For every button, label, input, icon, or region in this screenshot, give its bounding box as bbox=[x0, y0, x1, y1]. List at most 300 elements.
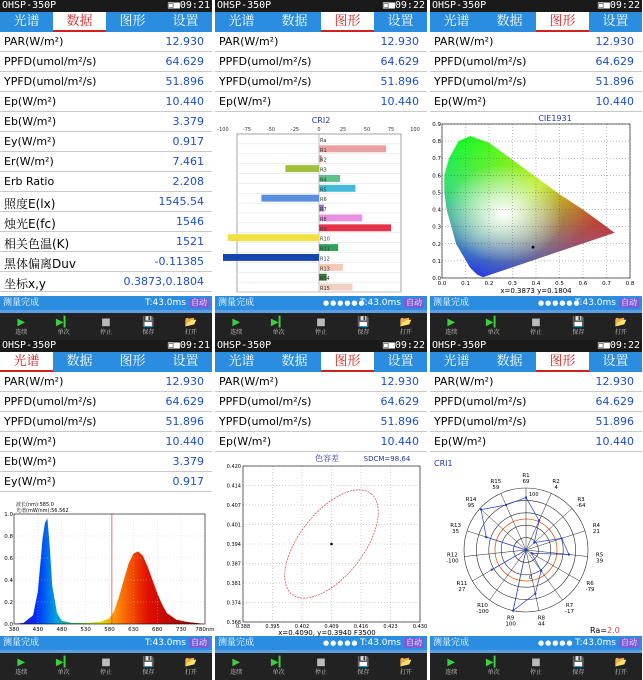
category-label: R10 bbox=[320, 236, 330, 243]
row-label: Ey(W/m²) bbox=[4, 135, 56, 148]
row-value: 51.896 bbox=[380, 415, 419, 428]
tab-3[interactable]: 设置 bbox=[387, 14, 414, 29]
category-label: R6 bbox=[320, 197, 327, 204]
toolbar bbox=[430, 653, 642, 680]
row-label: Eb(W/m²) bbox=[4, 455, 57, 468]
row-value: 10.440 bbox=[380, 435, 419, 448]
row-label: PAR(W/m²) bbox=[434, 35, 494, 48]
toolbar-save-button[interactable] bbox=[557, 313, 599, 340]
toolbar-label: 单次 bbox=[57, 669, 70, 676]
radar-axis-value: 100 bbox=[505, 621, 516, 628]
toolbar-play-button[interactable] bbox=[215, 653, 257, 680]
toolbar-step-button[interactable] bbox=[42, 313, 84, 340]
toolbar-folder-button[interactable] bbox=[600, 313, 642, 340]
title-bar bbox=[430, 0, 642, 12]
tab-2[interactable]: 图形 bbox=[536, 12, 589, 32]
x-tick-label: 0.423 bbox=[383, 624, 398, 630]
radar-axis-value: 4 bbox=[554, 485, 558, 492]
toolbar-label: 保存 bbox=[142, 669, 155, 676]
battery-icon: ▣ bbox=[167, 340, 174, 351]
row-value: 12.930 bbox=[595, 35, 634, 48]
folder-icon: 📂 bbox=[399, 317, 413, 328]
radar-axis-name: R13 bbox=[450, 522, 462, 529]
toolbar-folder-button[interactable] bbox=[170, 653, 212, 680]
y-tick-label: 0.381 bbox=[226, 581, 241, 587]
spectrum-annotation: 波长(nm):585.0 bbox=[16, 502, 54, 508]
chart-title: CRI2 bbox=[311, 116, 331, 125]
row-label: YPFD(umol/m²/s) bbox=[4, 75, 97, 88]
row-value: 12.930 bbox=[380, 35, 419, 48]
progress-dots: ●●●●● bbox=[538, 639, 574, 647]
play-icon: ▶ bbox=[232, 317, 241, 328]
color-tolerance-chart bbox=[215, 452, 427, 636]
stop-icon: ■ bbox=[101, 657, 111, 668]
cri-point bbox=[568, 553, 570, 555]
toolbar-stop-button[interactable] bbox=[300, 653, 342, 680]
data-row bbox=[215, 72, 427, 92]
data-row bbox=[215, 392, 427, 412]
cri-point bbox=[525, 549, 527, 551]
toolbar-step-button[interactable] bbox=[257, 653, 299, 680]
tab-1[interactable]: 数据 bbox=[281, 354, 308, 369]
row-value: 51.896 bbox=[165, 415, 204, 428]
row-value: 0.3873,0.1804 bbox=[123, 275, 204, 288]
tab-2[interactable]: 图形 bbox=[119, 14, 146, 29]
color-tolerance-panel bbox=[215, 340, 427, 680]
toolbar-folder-button[interactable] bbox=[600, 653, 642, 680]
title-right bbox=[168, 0, 210, 12]
category-label: R9 bbox=[320, 226, 327, 233]
spectrum-chart bbox=[0, 500, 215, 636]
category-label: R2 bbox=[320, 157, 327, 164]
step-icon: ▶▎ bbox=[55, 657, 72, 668]
x-tick-label: -100 bbox=[217, 127, 229, 133]
toolbar bbox=[430, 313, 642, 340]
row-label: 照度E(lx) bbox=[4, 197, 56, 211]
auto-badge[interactable]: 自动 bbox=[621, 298, 637, 307]
auto-badge[interactable]: 自动 bbox=[406, 298, 422, 307]
row-label: PAR(W/m²) bbox=[4, 375, 64, 388]
progress-dots: ●●●●● bbox=[323, 639, 359, 647]
folder-icon: 📂 bbox=[184, 657, 198, 668]
row-value: 10.440 bbox=[380, 95, 419, 108]
row-label: 相关色温(K) bbox=[4, 237, 70, 251]
category-label: R3 bbox=[320, 167, 327, 174]
toolbar-save-button[interactable] bbox=[342, 313, 384, 340]
toolbar-folder-button[interactable] bbox=[170, 313, 212, 340]
bar-R1 bbox=[319, 145, 386, 152]
toolbar-stop-button[interactable] bbox=[300, 313, 342, 340]
toolbar-label: 停止 bbox=[315, 329, 328, 336]
bar-R6 bbox=[261, 195, 319, 202]
cri1-radar-chart bbox=[430, 452, 642, 636]
tab-2[interactable]: 图形 bbox=[536, 352, 589, 372]
row-label: 黑体偏离Duv bbox=[4, 257, 76, 271]
toolbar-save-button[interactable] bbox=[557, 653, 599, 680]
title-right bbox=[168, 340, 210, 352]
toolbar-label: 连续 bbox=[15, 329, 28, 336]
status-text: 测量完成 bbox=[3, 638, 40, 648]
x-tick-label: 100 bbox=[410, 127, 420, 133]
screen-icon: ■ bbox=[603, 0, 610, 11]
toolbar-play-button[interactable] bbox=[0, 653, 42, 680]
y-tick-label: 0.394 bbox=[226, 542, 241, 548]
category-label: R4 bbox=[320, 177, 327, 184]
tab-3[interactable]: 设置 bbox=[387, 354, 414, 369]
data-row bbox=[215, 92, 427, 112]
row-value: 3.379 bbox=[172, 115, 204, 128]
bar-R12 bbox=[223, 254, 319, 261]
row-label: YPFD(umol/m²/s) bbox=[434, 415, 527, 428]
toolbar-step-button[interactable] bbox=[472, 313, 514, 340]
x-tick-label: 0.5 bbox=[555, 281, 564, 287]
toolbar-stop-button[interactable] bbox=[85, 653, 127, 680]
radar-axis-value: 95 bbox=[467, 502, 475, 509]
category-label: R5 bbox=[320, 187, 327, 194]
step-icon: ▶▎ bbox=[55, 317, 72, 328]
screen-icon: ■ bbox=[388, 340, 395, 351]
data-row bbox=[0, 412, 212, 432]
folder-icon: 📂 bbox=[614, 317, 628, 328]
x-tick-label: 630 bbox=[128, 627, 139, 633]
y-tick-label: 0.8 bbox=[4, 534, 13, 540]
toolbar-label: 单次 bbox=[487, 329, 500, 336]
tab-2[interactable]: 图形 bbox=[321, 352, 374, 372]
row-label: PPFD(umol/m²/s) bbox=[219, 55, 312, 68]
y-tick-label: 0.401 bbox=[226, 522, 241, 529]
data-row bbox=[0, 272, 212, 292]
radar-axis-value: 69 bbox=[522, 479, 530, 485]
row-label: Ep(W/m²) bbox=[4, 95, 57, 108]
battery-icon: ▣ bbox=[597, 340, 604, 351]
cri-point bbox=[538, 519, 540, 521]
cri-point bbox=[480, 508, 482, 510]
auto-badge[interactable]: 自动 bbox=[406, 638, 422, 647]
row-value: 1545.54 bbox=[158, 195, 204, 208]
row-label: Ep(W/m²) bbox=[434, 95, 487, 108]
row-value: 51.896 bbox=[595, 75, 634, 88]
exposure-time: T:43.0ms bbox=[359, 638, 401, 648]
row-value: 1546 bbox=[176, 215, 204, 228]
tab-1[interactable]: 数据 bbox=[53, 12, 106, 32]
category-label: R1 bbox=[320, 147, 327, 154]
stop-icon: ■ bbox=[316, 657, 326, 668]
row-value: 51.896 bbox=[165, 75, 204, 88]
x-tick-label: 0.8 bbox=[625, 281, 635, 287]
chromaticity-point bbox=[532, 246, 535, 249]
x-tick-label: 0.3 bbox=[508, 281, 517, 287]
cri-point bbox=[534, 592, 536, 594]
ra-value: Ra=2.0 bbox=[590, 626, 620, 635]
battery-icon: ▣ bbox=[382, 0, 389, 11]
toolbar-label: 打开 bbox=[399, 669, 412, 676]
toolbar-label: 单次 bbox=[272, 329, 285, 336]
radar-axis-name: R8 bbox=[537, 615, 546, 622]
x-tick-label: -25 bbox=[290, 127, 300, 133]
row-label: PPFD(umol/m²/s) bbox=[219, 395, 312, 408]
screen-icon: ■ bbox=[173, 0, 180, 11]
row-label: YPFD(umol/m²/s) bbox=[4, 415, 97, 428]
toolbar-save-button[interactable] bbox=[342, 653, 384, 680]
title-right bbox=[383, 0, 425, 12]
folder-icon: 📂 bbox=[184, 317, 198, 328]
title-right bbox=[598, 340, 640, 352]
data-row bbox=[430, 412, 642, 432]
row-value: 64.629 bbox=[165, 395, 204, 408]
data-row bbox=[215, 412, 427, 432]
clock-time: 09:22 bbox=[394, 0, 425, 11]
row-value: 1521 bbox=[176, 235, 204, 248]
toolbar-label: 单次 bbox=[57, 329, 70, 336]
status-bar bbox=[215, 296, 427, 310]
bar-R10 bbox=[228, 234, 319, 241]
toolbar-stop-button[interactable] bbox=[515, 653, 557, 680]
y-tick-label: 0.6 bbox=[432, 173, 441, 180]
data-row bbox=[0, 132, 212, 152]
cri-point bbox=[491, 568, 493, 570]
row-label: PPFD(umol/m²/s) bbox=[434, 55, 527, 68]
x-tick-label: 0.402 bbox=[294, 624, 310, 630]
y-tick-label: 0.414 bbox=[226, 483, 241, 490]
row-value: -0.11385 bbox=[154, 255, 204, 268]
tab-0[interactable]: 光谱 bbox=[0, 352, 53, 372]
data-row bbox=[215, 52, 427, 72]
toolbar-label: 保存 bbox=[572, 669, 585, 676]
tab-1[interactable]: 数据 bbox=[66, 354, 93, 369]
tab-bar bbox=[430, 12, 642, 32]
toolbar bbox=[215, 653, 427, 680]
toolbar-save-button[interactable] bbox=[127, 313, 169, 340]
device-model: OHSP-350P bbox=[217, 340, 272, 351]
y-tick-label: 0.1 bbox=[432, 258, 441, 265]
y-tick-label: 0.374 bbox=[226, 600, 241, 607]
toolbar-stop-button[interactable] bbox=[85, 313, 127, 340]
y-tick-label: 0.407 bbox=[226, 503, 241, 509]
x-tick-label: 0.1 bbox=[461, 281, 470, 287]
row-value: 10.440 bbox=[165, 435, 204, 448]
x-tick-label: 580 bbox=[104, 627, 115, 633]
tab-0[interactable]: 光谱 bbox=[228, 14, 255, 29]
data-row bbox=[0, 32, 212, 52]
tab-bar bbox=[430, 352, 642, 372]
spectrum-panel bbox=[0, 340, 215, 680]
x-tick-label: 680 bbox=[152, 627, 163, 633]
row-label: 坐标x,y bbox=[4, 277, 47, 291]
y-tick-label: 0.0 bbox=[4, 622, 13, 628]
x-tick-label: 730 bbox=[175, 627, 187, 633]
y-tick-label: 0.5 bbox=[432, 190, 441, 197]
row-label: PPFD(umol/m²/s) bbox=[4, 55, 97, 68]
battery-icon: ▣ bbox=[382, 340, 389, 351]
title-bar bbox=[215, 340, 427, 352]
exposure-time: T:43.0ms bbox=[144, 638, 186, 648]
row-value: 10.440 bbox=[165, 95, 204, 108]
toolbar-label: 打开 bbox=[399, 329, 412, 336]
radar-axis-name: R10 bbox=[477, 603, 488, 610]
row-label: PAR(W/m²) bbox=[219, 375, 279, 388]
row-value: 2.208 bbox=[172, 175, 204, 188]
screen-icon: ■ bbox=[603, 340, 610, 351]
chart-title: 色容差 bbox=[315, 454, 339, 463]
bar-R3 bbox=[285, 165, 319, 172]
tab-2[interactable]: 图形 bbox=[119, 354, 146, 369]
toolbar bbox=[0, 313, 212, 340]
radar-axis-value: 27 bbox=[458, 587, 466, 593]
row-label: Eb(W/m²) bbox=[4, 115, 57, 128]
step-icon: ▶▎ bbox=[270, 657, 287, 668]
row-label: Erb Ratio bbox=[4, 175, 55, 188]
data-row bbox=[0, 212, 212, 232]
x-tick-label: 0.4 bbox=[531, 281, 541, 287]
radar-axis-name: R4 bbox=[592, 522, 601, 529]
tab-3[interactable]: 设置 bbox=[172, 354, 199, 369]
row-label: PPFD(umol/m²/s) bbox=[434, 395, 527, 408]
x-tick-label: 380 bbox=[8, 627, 20, 633]
data-row bbox=[430, 32, 642, 52]
y-tick-label: 0.4 bbox=[432, 207, 441, 214]
toolbar-save-button[interactable] bbox=[127, 653, 169, 680]
radar-axis-name: R1 bbox=[522, 473, 530, 479]
stop-icon: ■ bbox=[316, 317, 326, 328]
step-icon: ▶▎ bbox=[485, 317, 502, 328]
data-row bbox=[0, 472, 212, 492]
toolbar-play-button[interactable] bbox=[430, 653, 472, 680]
status-bar bbox=[430, 636, 642, 650]
cri2-chart bbox=[215, 112, 427, 296]
x-tick-label: 50 bbox=[363, 127, 371, 133]
play-icon: ▶ bbox=[447, 317, 456, 328]
ring-mark: 0 bbox=[529, 575, 533, 581]
row-value: 10.440 bbox=[595, 95, 634, 108]
tab-0[interactable]: 光谱 bbox=[443, 14, 470, 29]
x-tick-label: 480 bbox=[56, 627, 67, 633]
auto-badge[interactable]: 自动 bbox=[621, 638, 637, 647]
toolbar-play-button[interactable] bbox=[215, 313, 257, 340]
clock-time: 09:21 bbox=[179, 0, 210, 11]
row-value: 64.629 bbox=[165, 55, 204, 68]
x-tick-label: 0.395 bbox=[265, 624, 280, 630]
radar-axis-name: R12 bbox=[446, 552, 458, 559]
row-label: PAR(W/m²) bbox=[219, 35, 279, 48]
radar-axis-value: -100 bbox=[476, 609, 489, 616]
save-icon: 💾 bbox=[357, 657, 370, 668]
cri-point bbox=[505, 504, 507, 506]
exposure-time: T:43.0ms bbox=[359, 298, 401, 308]
toolbar-label: 停止 bbox=[530, 669, 543, 676]
coordinate-readout: x=0.4090, y=0.3940 F3500 bbox=[278, 629, 376, 637]
toolbar-label: 停止 bbox=[315, 669, 328, 676]
tab-3[interactable]: 设置 bbox=[602, 14, 629, 29]
toolbar-label: 停止 bbox=[100, 329, 113, 336]
cri2-chart-box bbox=[215, 112, 427, 296]
tab-2[interactable]: 图形 bbox=[321, 12, 374, 32]
title-bar bbox=[430, 340, 642, 352]
radar-axis-name: R7 bbox=[565, 603, 574, 610]
y-tick-label: 0.7 bbox=[432, 156, 441, 163]
status-bar bbox=[215, 636, 427, 650]
auto-badge[interactable]: 自动 bbox=[191, 638, 207, 647]
tab-1[interactable]: 数据 bbox=[281, 14, 308, 29]
x-tick-label: 530 bbox=[80, 627, 91, 633]
auto-badge[interactable]: 自动 bbox=[191, 298, 207, 307]
toolbar-label: 打开 bbox=[614, 329, 627, 336]
tab-1[interactable]: 数据 bbox=[496, 14, 523, 29]
row-label: YPFD(umol/m²/s) bbox=[434, 75, 527, 88]
y-tick-label: 0.6 bbox=[4, 556, 13, 562]
battery-icon: ▣ bbox=[167, 0, 174, 11]
radar-axis-name: R3 bbox=[577, 496, 585, 503]
toolbar-step-button[interactable] bbox=[472, 653, 514, 680]
category-label: R11 bbox=[320, 246, 330, 253]
row-value: 0.917 bbox=[172, 135, 204, 148]
x-tick-label: 0.2 bbox=[484, 281, 494, 287]
tab-0[interactable]: 光谱 bbox=[13, 14, 40, 29]
cri-point bbox=[485, 536, 487, 538]
toolbar-stop-button[interactable] bbox=[515, 313, 557, 340]
cie-chart-box bbox=[430, 112, 642, 296]
spectrum-annotation: 光谱(mW/nm):56.562 bbox=[16, 508, 69, 514]
data-row bbox=[0, 112, 212, 132]
save-icon: 💾 bbox=[142, 657, 155, 668]
clock-time: 09:21 bbox=[179, 340, 210, 351]
toolbar-step-button[interactable] bbox=[42, 653, 84, 680]
cri2-panel bbox=[215, 0, 427, 340]
row-label: Er(W/m²) bbox=[4, 155, 54, 168]
toolbar-folder-button[interactable] bbox=[385, 313, 427, 340]
tab-3[interactable]: 设置 bbox=[172, 14, 199, 29]
x-tick-label: 25 bbox=[339, 127, 347, 133]
toolbar bbox=[0, 653, 212, 680]
chart-title: CRI1 bbox=[434, 459, 453, 468]
data-row bbox=[0, 92, 212, 112]
ring-mark: 100 bbox=[529, 492, 539, 498]
toolbar-play-button[interactable] bbox=[0, 313, 42, 340]
tab-3[interactable]: 设置 bbox=[602, 354, 629, 369]
row-value: 64.629 bbox=[380, 55, 419, 68]
toolbar-folder-button[interactable] bbox=[385, 653, 427, 680]
play-icon: ▶ bbox=[17, 317, 26, 328]
device-model: OHSP-350P bbox=[432, 0, 487, 11]
tab-0[interactable]: 光谱 bbox=[228, 354, 255, 369]
tolerance-chart-box bbox=[215, 452, 427, 636]
row-value: 12.930 bbox=[165, 375, 204, 388]
tab-1[interactable]: 数据 bbox=[496, 354, 523, 369]
clock-time: 09:22 bbox=[609, 340, 640, 351]
tab-bar bbox=[0, 352, 212, 372]
y-tick-label: 0.2 bbox=[4, 600, 13, 606]
tab-0[interactable]: 光谱 bbox=[443, 354, 470, 369]
stop-icon: ■ bbox=[531, 657, 541, 668]
data-row bbox=[0, 172, 212, 192]
toolbar-label: 打开 bbox=[184, 669, 197, 676]
row-label: PAR(W/m²) bbox=[4, 35, 64, 48]
data-row bbox=[0, 72, 212, 92]
radar-axis-value: -79 bbox=[585, 587, 595, 593]
data-row bbox=[430, 372, 642, 392]
data-row bbox=[0, 452, 212, 472]
x-tick-label: 0 bbox=[317, 127, 321, 133]
toolbar-step-button[interactable] bbox=[257, 313, 299, 340]
x-tick-label: 0.0 bbox=[437, 281, 447, 287]
radar-axis-name: R15 bbox=[490, 479, 502, 486]
category-label: R14 bbox=[320, 276, 330, 283]
toolbar-play-button[interactable] bbox=[430, 313, 472, 340]
y-tick-label: 0.420 bbox=[226, 464, 241, 470]
cri-point bbox=[512, 609, 514, 611]
row-label: YPFD(umol/m²/s) bbox=[219, 415, 312, 428]
data-row bbox=[215, 372, 427, 392]
exposure-time: T:43.0ms bbox=[574, 638, 616, 648]
